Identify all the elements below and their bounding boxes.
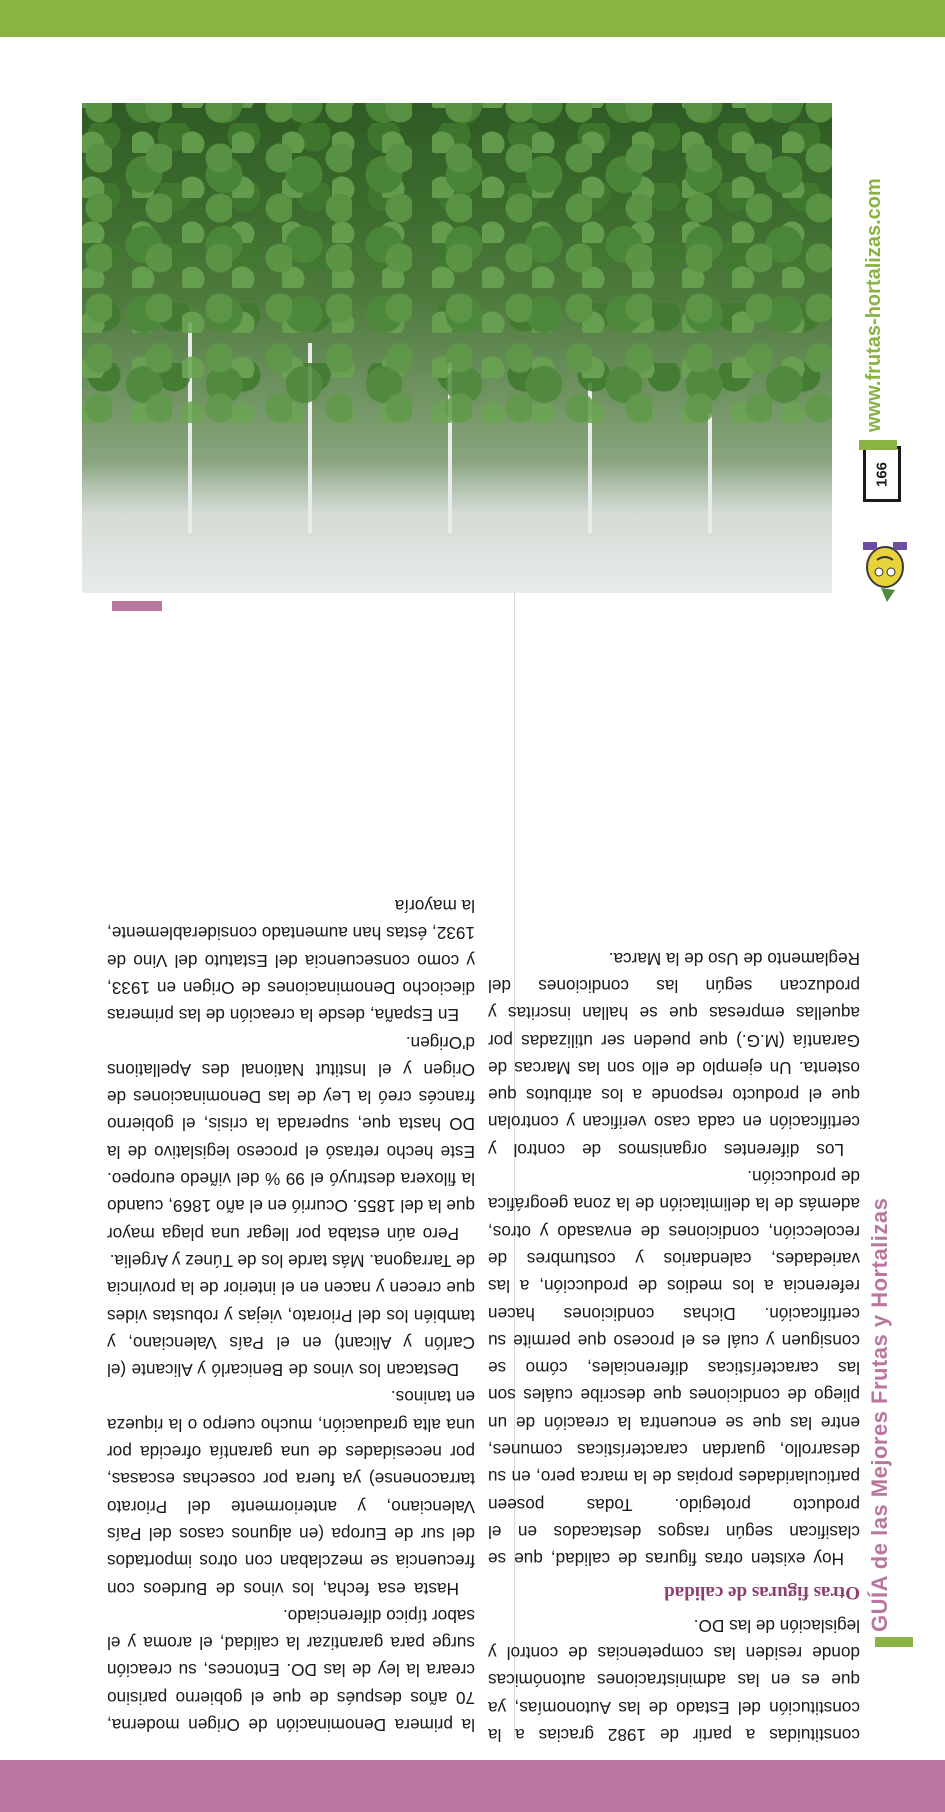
- paragraph: la primera Denominación de Origen moderna, 70 años después de que el gobierno parisino creara la ley de las DO. Entonces, su creación surge para garantizar la calidad, el aroma y el sabor típico diferenciado.: [107, 1605, 475, 1735]
- page-number-text: 166: [873, 461, 891, 487]
- section-subheading: Otras figuras de calidad: [664, 1581, 860, 1603]
- page-number: [863, 446, 901, 502]
- side-band: [855, 0, 945, 1812]
- bottom-pink-band: [0, 1760, 945, 1812]
- paragraph: constituidas a partir de 1982 gracias a la constitución del Estado de las Autonomías, ya que es en las administraciones autonómicas donde residen las competencias de control y legislación de las DO.: [488, 1615, 860, 1745]
- side-green-bar-2: [859, 440, 897, 450]
- paragraph: Destacan los vinos de Benicarló y Alicante (el Carlón y Alicant) en el País Valenciano, y también los del Priorato, viejas y robustas vides que crecen y nacen en el interior de la provincia de Tarragona. Más tarde los de Túnez y Argelia.: [107, 1250, 475, 1381]
- column-a: [107, 892, 475, 1738]
- photo-pink-tab: [112, 601, 162, 611]
- side-green-bar: [875, 1637, 913, 1647]
- greenhouse-plants-photo: [82, 103, 832, 593]
- fruit-mascot-icon: [855, 532, 915, 612]
- greenhouse-floor: [82, 463, 832, 593]
- support-pole: [708, 413, 712, 533]
- plant-foliage: [82, 103, 832, 423]
- column-b: [488, 944, 860, 1748]
- website-url: www.frutas-hortalizas.com: [863, 178, 885, 432]
- guide-title: GUÍA de las Mejores Frutas y Hortalizas: [867, 1197, 892, 1632]
- paragraph: Hasta esa fecha, los vinos de Burdeos con frecuencia se mezclaban con otros importados del sur de Europa (en algunos casos del País Valenciano, y anteriormente del Priorato tarraconense) ya fuera por cosechas escasas, por necesidades de una garantía ofrecida por una alta graduación, mucho cuerpo o la riqueza en taninos.: [107, 1387, 475, 1599]
- paragraph: Los diferentes organismos de control y certificación en cada caso verifican y controlan que el producto responde a los atributos que ostenta. Un ejemplo de ello son las Marcas de Garantía (M.G.) que pueden ser utilizadas por aquellas empresas que se hallan inscritas y produzcan según las condiciones del Reglamento de Uso de la Marca.: [488, 948, 860, 1160]
- top-green-band: [0, 0, 945, 37]
- paragraph: En España, desde la creación de las primeras dieciocho Denominaciones de Origen en 1933, y como consecuencia del Estatuto del Vino de 1932, éstas han aumentado considerablemente, la mayoría: [107, 896, 475, 1026]
- paragraph: Hoy existen otras figuras de calidad, que se clasifican según rasgos destacados en el producto protegido. Todas poseen particularidades propias de la marca pero, en su desarrollo, guardan características comunes, entre las que se encuentra la creación de un pliego de condiciones que describe cuáles son las características diferenciales, cómo se consiguen y cuál es el proceso que permite su certificación. Dichas condiciones hacen referencia a los medios de producción, a las variedades, calendarios y costumbres de recolección, condiciones de envasado y otros, además de la delimitación de la zona geográfica de producción.: [488, 1167, 860, 1570]
- paragraph: Pero aún estaba por llegar una plaga mayor que la del 1855. Ocurrió en el año 1869, cuando la filoxera destruyó el 99 % del viñedo europeo. Este hecho retrasó el proceso legislativo de la DO hasta que, superada la crisis, el gobierno francés creó la Ley de las Denominaciones de Origen y el Institut National des Apellations d'Origen.: [107, 1032, 475, 1244]
